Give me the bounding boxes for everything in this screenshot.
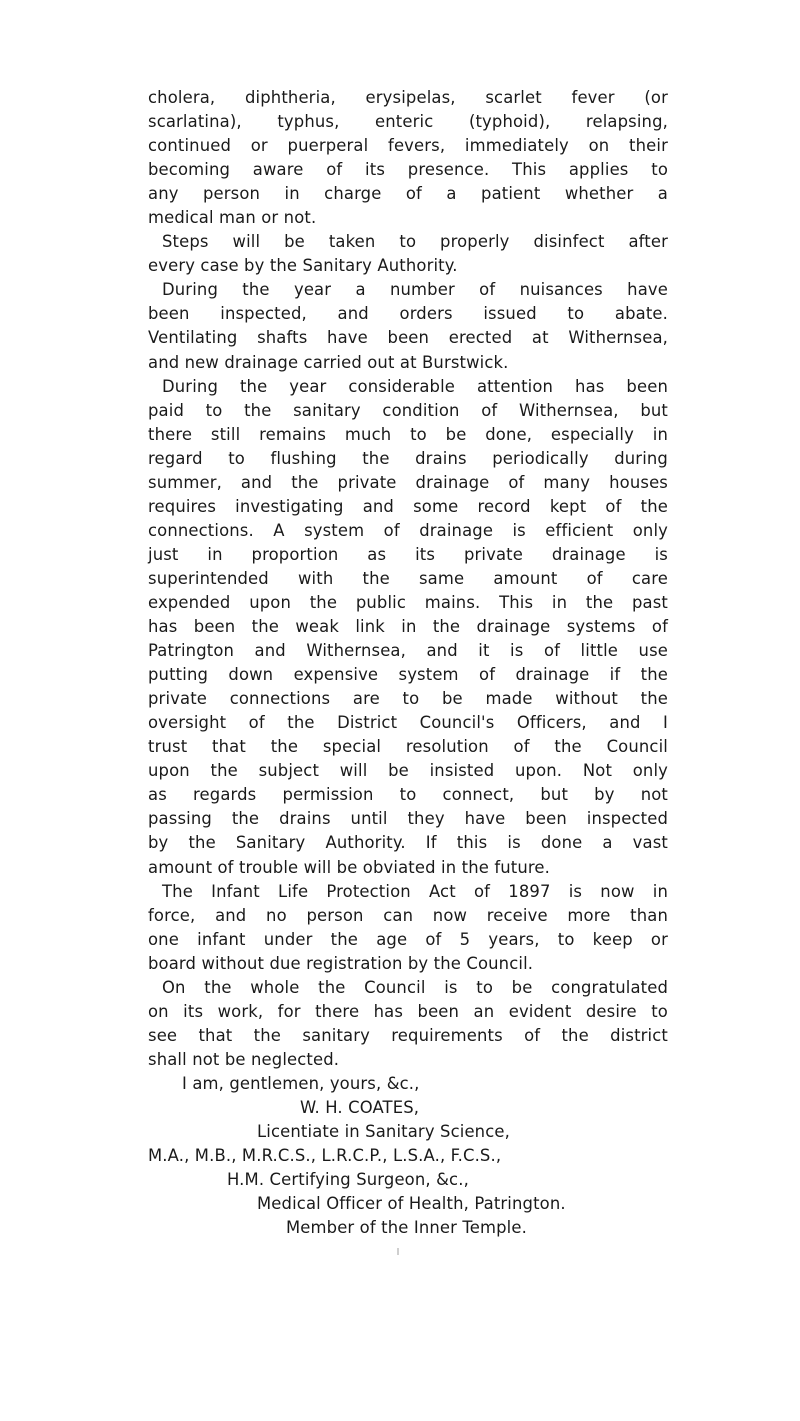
report-line: trust that the special resolution of the Council	[148, 737, 668, 757]
report-line: private connections are to be made without the	[148, 689, 668, 709]
report-line: The Infant Life Protection Act of 1897 is now in	[162, 881, 668, 901]
signature-name: W. H. COATES,	[300, 1098, 420, 1117]
report-line: shall not be neglected.	[148, 1049, 340, 1069]
report-body	[148, 86, 668, 1072]
report-line: been inspected, and orders issued to abate.	[148, 304, 668, 324]
report-line: just in proportion as its private drainage is	[148, 544, 668, 564]
report-line: Patrington and Withernsea, and it is of little use	[148, 641, 668, 661]
report-line: one infant under the age of 5 years, to keep or	[148, 929, 668, 949]
report-line: there still remains much to be done, especially in	[148, 424, 668, 444]
report-line: becoming aware of its presence. This applies to	[148, 160, 668, 180]
report-line: requires investigating and some record kept of the	[148, 496, 668, 516]
report-line: on its work, for there has been an evident desire to	[148, 1001, 668, 1021]
report-line: expended upon the public mains. This in the past	[148, 592, 668, 612]
signature-closing: I am, gentlemen, yours, &c.,	[182, 1074, 420, 1093]
report-line: any person in charge of a patient whether a	[148, 184, 668, 204]
signature-degrees: M.A., M.B., M.R.C.S., L.R.C.P., L.S.A., F.C.S.,	[148, 1146, 502, 1165]
report-line: Steps will be taken to properly disinfect after	[162, 232, 668, 252]
report-line: oversight of the District Council's Officers, and I	[148, 713, 668, 733]
report-line: medical man or not.	[148, 208, 317, 228]
report-line: During the year considerable attention has been	[162, 376, 668, 396]
signature-office: Medical Officer of Health, Patrington.	[257, 1194, 566, 1213]
report-line: as regards permission to connect, but by not	[148, 785, 668, 805]
report-line: upon the subject will be insisted upon. Not only	[148, 761, 668, 781]
report-line: connections. A system of drainage is efficient only	[148, 520, 668, 540]
report-line: scarlatina), typhus, enteric (typhoid), relapsing,	[148, 112, 668, 132]
report-line: putting down expensive system of drainage if the	[148, 665, 668, 685]
signature-membership: Member of the Inner Temple.	[286, 1218, 527, 1237]
report-line: cholera, diphtheria, erysipelas, scarlet fever (or	[148, 88, 668, 107]
report-line: passing the drains until they have been inspected	[148, 809, 668, 829]
report-line: continued or puerperal fevers, immediately on their	[148, 136, 668, 156]
report-line: every case by the Sanitary Authority.	[148, 256, 458, 276]
report-line: On the whole the Council is to be congratulated	[162, 977, 668, 997]
report-line: by the Sanitary Authority. If this is done a vast	[148, 833, 668, 853]
report-line: has been the weak link in the drainage systems of	[148, 617, 668, 637]
report-line: During the year a number of nuisances have	[162, 280, 668, 300]
report-line: and new drainage carried out at Burstwick.	[148, 352, 509, 372]
report-line: summer, and the private drainage of many houses	[148, 472, 668, 492]
signature-qualification: Licentiate in Sanitary Science,	[257, 1122, 510, 1141]
scan-speck	[397, 1248, 399, 1255]
report-line: force, and no person can now receive more than	[148, 905, 668, 925]
report-line: board without due registration by the Council.	[148, 953, 534, 973]
report-line: amount of trouble will be obviated in the future.	[148, 857, 551, 877]
report-line: paid to the sanitary condition of Withernsea, but	[148, 400, 668, 420]
report-line: see that the sanitary requirements of the district	[148, 1025, 668, 1045]
report-line: superintended with the same amount of care	[148, 568, 668, 588]
report-line: Ventilating shafts have been erected at Withernsea,	[148, 328, 668, 348]
report-line: regard to flushing the drains periodically during	[148, 448, 668, 468]
signature-surgeon: H.M. Certifying Surgeon, &c.,	[227, 1170, 469, 1189]
